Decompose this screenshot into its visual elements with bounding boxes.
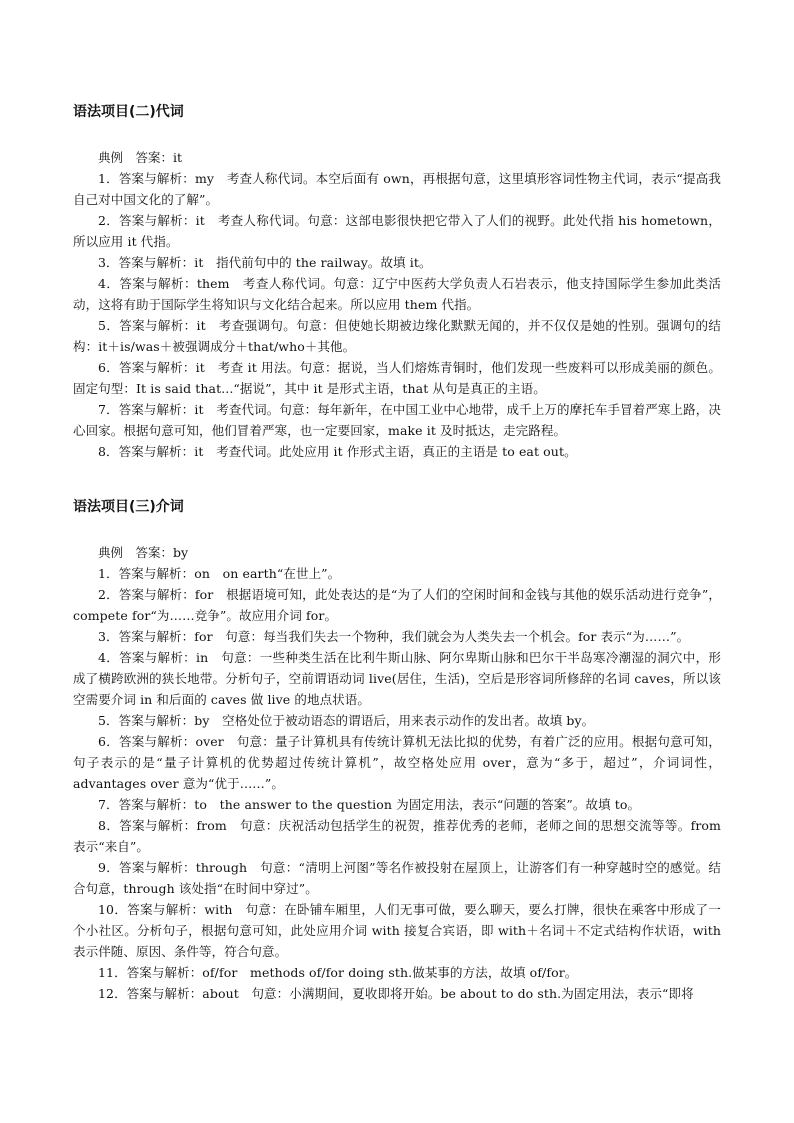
answer-item: 4．答案与解析：them 考查人称代词。句意：辽宁中医药大学负责人石岩表示，他支持国际学生参加此类活动，这将有助于国际学生将知识与文化结合起来。所以应用 them 代指。 [73, 276, 721, 312]
answer-item: 9．答案与解析：through 句意：“清明上河图”等名作被投射在屋顶上，让游客们有一种穿越时空的感觉。结合句意，through 该处指“在时间中穿过”。 [73, 860, 721, 896]
section-title: 语法项目(二)代词 [73, 104, 184, 120]
answer-item: 8．答案与解析：from 句意：庆祝活动包括学生的祝贺，推荐优秀的老师，老师之间的思想交流等等。from 表示“来自”。 [73, 818, 721, 854]
section-prepositions [73, 495, 721, 1004]
answer-item: 4．答案与解析：in 句意：一些种类生活在比利牛斯山脉、阿尔卑斯山脉和巴尔干半岛寒冷潮湿的洞穴中，形成了横跨欧洲的狭长地带。分析句子，空前谓语动词 live(居住，生活)，空后是形容词所修辞的名词 caves，所以该空需要介词 in 和后面的 caves 做 live 的地点状语。 [73, 650, 721, 707]
answer-item: 3．答案与解析：it 指代前句中的 the railway。故填 it。 [98, 255, 432, 270]
example-answer: 典例 答案：by [98, 545, 189, 560]
answer-item: 1．答案与解析：my 考查人称代词。本空后面有 own，再根据句意，这里填形容词性物主代词，表示“提高我自己对中国文化的了解”。 [73, 171, 721, 207]
answer-item: 8．答案与解析：it 考查代词。此处应用 it 作形式主语，真正的主语是 to eat out。 [98, 444, 577, 459]
document-content [73, 100, 721, 1004]
answer-item: 5．答案与解析：by 空格处位于被动语态的谓语后，用来表示动作的发出者。故填 by。 [98, 713, 595, 728]
section-title: 语法项目(三)介词 [73, 499, 184, 515]
answer-item: 3．答案与解析：for 句意：每当我们失去一个物种，我们就会为人类失去一个机会。for 表示“为……”。 [98, 629, 690, 644]
answer-item: 7．答案与解析：to the answer to the question 为固定用法，表示“问题的答案”。故填 to。 [98, 797, 641, 812]
answer-item: 6．答案与解析：over 句意：量子计算机具有传统计算机无法比拟的优势，有着广泛的应用。根据句意可知，句子表示的是“量子计算机的优势超过传统计算机”，故空格处应用 over，意为“多于，超过”，介词词性，advantages over 意为“优于……”。 [73, 734, 721, 791]
answer-item: 2．答案与解析：for 根据语境可知，此处表达的是“为了人们的空闲时间和金钱与其他的娱乐活动进行竞争”，compete for“为……竞争”。故应用介词 for。 [73, 587, 721, 623]
answer-item: 5．答案与解析：it 考查强调句。句意：但使她长期被边缘化默默无闻的，并不仅仅是她的性别。强调句的结构：it＋is/was＋被强调成分＋that/who＋其他。 [73, 318, 721, 354]
answer-item: 12．答案与解析：about 句意：小满期间，夏收即将开始。be about to do sth.为固定用法，表示“即将 [98, 986, 694, 1001]
answer-item: 6．答案与解析：it 考查 it 用法。句意：据说，当人们熔炼青铜时，他们发现一些废料可以形成美丽的颜色。固定句型：It is said that...“据说”，其中 it 是形式主语，that 从句是真正的主语。 [73, 360, 721, 396]
answer-item: 7．答案与解析：it 考查代词。句意：每年新年，在中国工业中心地带，成千上万的摩托车手冒着严寒上路，决心回家。根据句意可知，他们冒着严寒，也一定要回家，make it 及时抵达，走完路程。 [73, 402, 721, 438]
section-pronouns [73, 100, 721, 462]
answer-item: 2．答案与解析：it 考查人称代词。句意：这部电影很快把它带入了人们的视野。此处代指 his hometown，所以应用 it 代指。 [73, 213, 721, 249]
answer-item: 10．答案与解析：with 句意：在卧铺车厢里，人们无事可做，要么聊天，要么打牌，很快在乘客中形成了一个小社区。分析句子，根据句意可知，此处应用介词 with 接复合宾语，即 with＋名词＋不定式结构作状语，with 表示伴随、原因、条件等，符合句意。 [73, 902, 721, 959]
answer-item: 1．答案与解析：on on earth“在世上”。 [98, 566, 341, 581]
example-answer: 典例 答案：it [98, 150, 183, 165]
answer-item: 11．答案与解析：of/for methods of/for doing sth.做某事的方法，故填 of/for。 [98, 965, 578, 980]
section-spacer [73, 462, 721, 495]
